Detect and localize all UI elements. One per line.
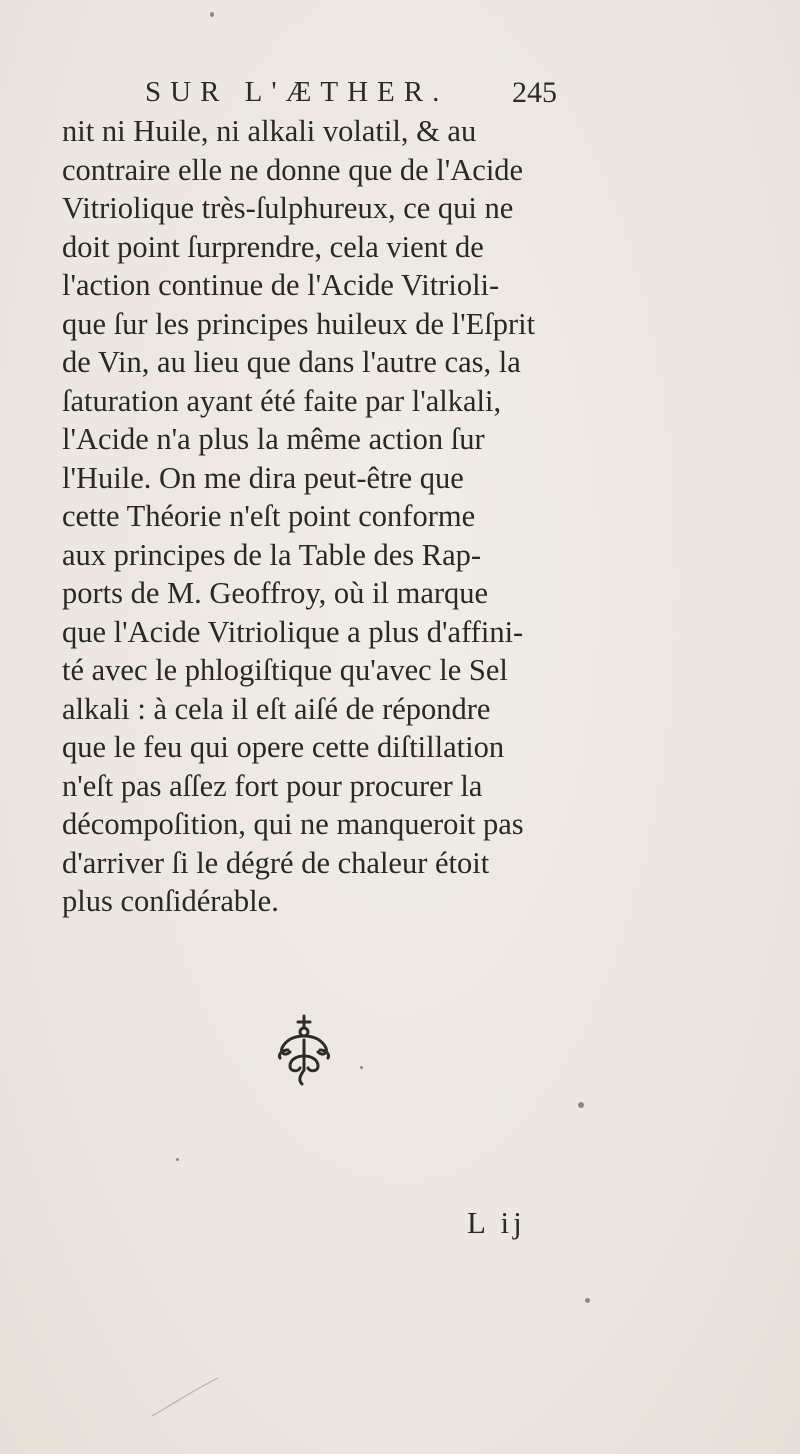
paper-speck	[360, 1066, 363, 1069]
text-line: contraire elle ne donne que de l'Acide	[62, 152, 524, 187]
text-line: té avec le phlogiſtique qu'avec le Sel	[62, 653, 508, 687]
text-line: l'Huile. On me dira peut-être que	[62, 460, 464, 495]
text-line: aux principes de la Table des Rap-	[62, 537, 482, 572]
text-line: de Vin, au lieu que dans l'autre cas, la	[62, 345, 521, 379]
text-line: plus conſidérable.	[62, 884, 279, 918]
text-line: que le feu qui opere cette diſtillation	[62, 730, 505, 764]
text-line: l'action continue de l'Acide Vitrioli-	[62, 268, 500, 302]
paper-speck	[210, 12, 214, 17]
text-line: décompoſition, qui ne manqueroit pas	[62, 807, 524, 841]
text-line: l'Acide n'a plus la même action ſur	[62, 422, 485, 456]
paper-mark	[150, 1370, 220, 1420]
text-line: que ſur les principes huileux de l'Eſprit	[62, 306, 536, 341]
text-line: cette Théorie n'eſt point conforme	[62, 499, 476, 533]
text-line: nit ni Huile, ni alkali volatil, & au	[62, 114, 477, 148]
page-number: 245	[512, 76, 557, 109]
signature-mark: L ij	[467, 1205, 526, 1240]
text-line: d'arriver ſi le dégré de chaleur étoit	[62, 845, 490, 880]
text-line: ſaturation ayant été faite par l'alkali,	[62, 383, 502, 418]
text-line: n'eſt pas aſſez fort pour procurer la	[62, 768, 483, 803]
text-line: alkali : à cela il eſt aiſé de répondre	[62, 691, 491, 726]
running-head-title: SUR L'ÆTHER.	[145, 76, 449, 108]
text-line: doit point ſurprendre, cela vient de	[62, 229, 484, 264]
text-line: que l'Acide Vitriolique a plus d'affini-	[62, 614, 524, 649]
paper-speck	[176, 1158, 179, 1161]
paper-speck	[578, 1102, 584, 1108]
fleuron-icon	[268, 1010, 340, 1090]
text-line: ports de M. Geoffroy, où il marque	[62, 576, 489, 610]
paper-speck	[585, 1298, 590, 1303]
body-text	[62, 112, 782, 921]
text-line: Vitriolique très-ſulphureux, ce qui ne	[62, 191, 514, 225]
